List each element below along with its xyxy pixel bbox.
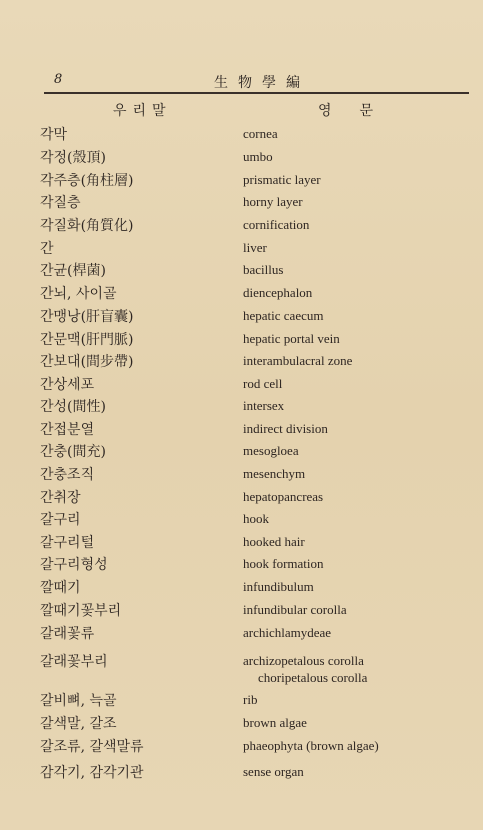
english-term: prismatic layer [243, 172, 321, 187]
english-term: cornification [243, 217, 310, 232]
english-term: umbo [243, 149, 273, 164]
glossary-entry [0, 351, 483, 373]
korean-term: 갈색말, 갈조 [40, 716, 117, 732]
glossary-entry [0, 736, 483, 758]
glossary-entry [0, 713, 483, 735]
korean-term: 각정(殼頂) [40, 150, 106, 166]
english-term: interambulacral zone [243, 353, 353, 368]
glossary-entry [0, 124, 483, 146]
glossary-entry [0, 600, 483, 622]
running-title: 生物學編 [214, 75, 310, 91]
glossary-entry [0, 577, 483, 599]
glossary-entry [0, 690, 483, 712]
korean-term: 간상세포 [40, 377, 95, 393]
korean-term: 간뇌, 사이골 [40, 286, 117, 302]
korean-term: 간문맥(肝門脈) [40, 332, 134, 348]
english-term: diencephalon [243, 285, 313, 300]
english-term: hooked hair [243, 534, 305, 549]
korean-term: 깔때기꽃부리 [40, 603, 122, 619]
column-header-korean: 우리말 [113, 103, 172, 119]
glossary-entry [0, 238, 483, 260]
glossary-entry [0, 441, 483, 463]
korean-term: 간취장 [40, 490, 81, 506]
korean-term: 갈래꽃부리 [40, 654, 108, 670]
glossary-entry [0, 532, 483, 554]
korean-term: 간접분열 [40, 422, 95, 438]
glossary-entry [0, 396, 483, 418]
glossary-entry [0, 147, 483, 169]
korean-term: 간 [40, 241, 54, 257]
glossary-entry [0, 215, 483, 237]
glossary-entry [0, 419, 483, 441]
korean-term: 각질화(角質化) [40, 218, 134, 234]
korean-term: 간충조직 [40, 467, 95, 483]
english-term: archichlamydeae [243, 625, 332, 640]
column-header-english: 영문 [318, 103, 402, 119]
glossary-entry [0, 283, 483, 305]
glossary-entry [0, 762, 483, 784]
korean-term: 갈구리털 [40, 535, 95, 551]
glossary-entry [0, 260, 483, 282]
english-term: brown algae [243, 715, 307, 730]
korean-term: 깔때기 [40, 580, 81, 596]
english-term: horny layer [243, 194, 303, 209]
glossary-entry [0, 651, 483, 685]
english-term: indirect division [243, 421, 328, 436]
english-term: sense organ [243, 764, 304, 779]
english-term: hook formation [243, 556, 324, 571]
english-term: rib [243, 692, 258, 707]
glossary-entry [0, 623, 483, 645]
english-term: cornea [243, 126, 278, 141]
korean-term: 갈비뼈, 늑골 [40, 693, 117, 709]
glossary-entry [0, 554, 483, 576]
english-term-alt: choripetalous corolla [258, 670, 368, 685]
korean-term: 갈구리형성 [40, 557, 108, 573]
english-term: infundibular corolla [243, 602, 347, 617]
english-term: bacillus [243, 262, 284, 277]
korean-term: 각주층(角柱層) [40, 173, 134, 189]
korean-term: 갈구리 [40, 512, 81, 528]
english-term: hepatic caecum [243, 308, 324, 323]
english-term: intersex [243, 398, 285, 413]
korean-term: 감각기, 감각기관 [40, 765, 144, 781]
glossary-entry [0, 170, 483, 192]
korean-term: 각막 [40, 127, 68, 143]
english-term: liver [243, 240, 267, 255]
korean-term: 간성(間性) [40, 399, 106, 415]
glossary-entry [0, 374, 483, 396]
korean-term: 각질층 [40, 195, 81, 211]
korean-term: 갈래꽃류 [40, 626, 95, 642]
glossary-entry [0, 509, 483, 531]
english-term: infundibulum [243, 579, 314, 594]
english-term: rod cell [243, 376, 283, 391]
glossary-entry [0, 192, 483, 214]
glossary-entry [0, 464, 483, 486]
korean-term: 갈조류, 갈색말류 [40, 739, 144, 755]
glossary-entry [0, 306, 483, 328]
korean-term: 간맹낭(肝盲囊) [40, 309, 134, 325]
korean-term: 간균(桿菌) [40, 263, 106, 279]
korean-term: 간보대(間步帶) [40, 354, 134, 370]
english-term: hepatopancreas [243, 489, 324, 504]
english-term: hepatic portal vein [243, 331, 340, 346]
english-term: hook [243, 511, 269, 526]
glossary-entry [0, 329, 483, 351]
english-term: phaeophyta (brown algae) [243, 738, 379, 753]
page-number: 8 [54, 72, 63, 87]
glossary-entry [0, 487, 483, 509]
english-term: mesogloea [243, 443, 299, 458]
korean-term: 간충(間充) [40, 444, 106, 460]
english-term: archizopetalous corolla [243, 653, 364, 668]
english-term: mesenchym [243, 466, 306, 481]
